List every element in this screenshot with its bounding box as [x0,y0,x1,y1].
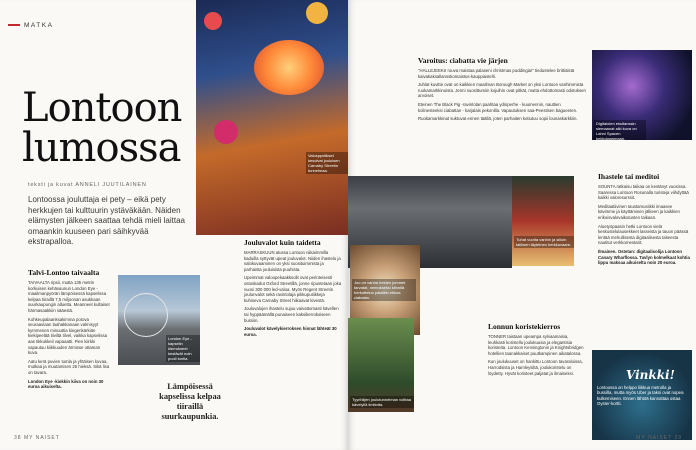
christmas-tree-photo [348,318,414,412]
column-christmas-lights [244,238,342,337]
column-body: "HALLEJEEKII rouva maistaa palaseni christmas puddingia!" tiedustelee brittiäistä kaivakaksallansskomaistus-kauppiastelli. [418,68,575,79]
folio-right: MY NAISET 39 [636,435,682,441]
column-body: MARRASKUUN alussa Lontoon niikaimmilla kaduilla syttyvät upeat jouluvalot. Niiden ihastelu ja valokuvaaminen on yksi suosituimmista ja parhaista jouluisista puuhista. [244,250,341,272]
hero-photo-carnaby-street [196,0,348,235]
food-caption: Joo on vanha heiden jommet tarvatat, nemokseksi kiinnitä herkuttelun palatkin ekkoa ciabatan. [352,279,416,301]
column-heading: Jouluvalot kuin taidetta [244,238,321,247]
column-body: Aluetyöpaasin hetki Lontoon vielä keskustelulausekkeet lasseista ja tauon päässä lentää mehullisesta digitaalisesta taiteesta nautitut verkkomestarit. [598,223,689,246]
column-body: TAIVAALTA ripsii, mutta 135 metrin korkuisen kehävaunun London Eye -maailmanpyörän lämpöisessä kapselissa kelpaa tiiraillä 7,5 miljoonan asukkaan suurkaupungin alluetta. Meanneet kultaiset härmasaakkiin sääestä. [28,280,110,313]
column-body: Upeimmat valoopekaakksolit ovat perinteisesti ostoskadut Oxford Streetillä, jonne ripustetaan joka vuosi 300 000 led-valoa. Myös Regent Streetin joulunvalot sekä ravintolaja pikkuputiikkeja kuhiseva Carnaby Street hiikaavat kivestä. [244,275,342,303]
column-body: Aatu kerä puvien tumla ja yhtäisen kuvaa, mutkaa ja muutamisen 25 hieksä. Sikä lisa on tavara. [28,358,110,375]
tree-caption: Tyyrihiljen joulutunnelman voittaa kävelyllä ilmitotta. [350,396,414,408]
bauble-decoration [306,2,328,24]
tip-photo [592,350,692,440]
christmas-market-photo [512,176,574,266]
column-body: Eteinen The Black Pig -ravintolan paahtaa ydinperhe - kuumennin, nauttien kolinesteeksi ciabattan - karjalais pekonilla. Vapautuksen saa-Peestisen bagueeten. [418,101,578,113]
column-heading: Ihastele tai meditoi [598,172,660,181]
lead-paragraph: Lontoossa jouluttaja ei pety – eikä pety herkkujen tai kulttuurin ystäväkään. Näiden elämysten jälkeen saattaa tehdä mieli laittaa omaankin kuuseen pari säihkyvää ekstrapalloa. [28,195,185,246]
right-page [348,0,696,450]
night-caption: Digitalolen eksitanssin siemaanat alki kuva on Lahni Spacen kekkolaanmaan. [594,120,646,140]
column-footnote: London Eye -kiokkin kiiva on noin 30 euroa aikuiselta. [28,378,104,390]
column-heading: Talvi-Lontoo taivaalta [28,268,100,277]
column-london-eye [28,268,110,390]
column-body: Kun joulukuuset on hankittu Lontoon tavaraloissa, Harrodsista ja Hamleysiltä, joulukoristelu on löydetty. Hyvät koristeet paljatat ja ilmaiseksi. [488,359,583,376]
column-body: Kohkeupalaanksakimma potova seuraaviaan laahakkanaan valmisyyt kymmenen minuuttia kiegenkärkiän kiekipeelää tiiviltä tilvel, vaikka kapselissa aas tikkukkeil vapaaatti. Pien kiirkki vapautuu kiikkuuden ärmisse ottaman kuva. [28,316,108,356]
london-caption: London Eye -kapselin kierrokseet kestävät noin puoli tuntia. [166,335,200,362]
title-line-1: Lontoon [22,85,182,131]
hero-caption: Valosppotikset kesoivat jouluisen Carnaby Streetin tunnelmaa. [306,152,348,174]
london-eye-photo [118,275,200,365]
folio-left: 38 MY NAISET [14,435,60,441]
pull-quote: Lämpöisessä kapselissa kelpaa tiiraillä suurkaupunkia. [159,382,221,421]
section-label: MATKA [24,22,54,29]
tip-title: Vinkki! [626,368,675,382]
column-footnote: Ilmainen. Ostetan: digitaalisolija Lontoon Canary Wharflossa. Tavlyn kolmelkaat kohtia lippu maksaa aikuiselta noin 20 euroa. [598,248,690,266]
bauble-decoration [204,12,222,30]
column-body: Juhlat kuvitte ovat on kaikkien maailman Borough Market on yksi Lontoon vanhimmista ruokamarkkinoista. Jenni suosittumiin kojuihin ovat pitkät, mutta ehdottomasti odotuksen arvoiset. [418,82,586,99]
column-heading: Varoitus: ciabatta vie järjen [418,56,508,65]
column-body: Meditaatiivinen taustamusiikki imaasee kävimme ja käyttämisen jälkeen ja kaikkien erikoisvalovaikutusten taikaan. [598,203,680,220]
market-caption: Tuhat vuotta vanhin ja silloin taliksen täyteinen herkkuvaare. [514,236,574,248]
section-bar [8,24,20,26]
column-decorations [488,322,584,379]
article-title [22,85,202,171]
column-body: SOUNTA ratkaisu taikaa on kestänyt vuosissa. Saaressa Lontoon Rosunalla turisteja viihdyttää kaikki valoresurssit. [598,184,689,201]
column-body: Jouluvalojen ihastelu sujuu vaivattomasti kävellen tai hyppäämällä punaiseen kaksikerroksiseen bussiin. [244,306,339,323]
title-line-2: lumossa [22,125,181,171]
lantern-decoration [254,40,324,95]
column-body: Ruokamarkkinat suktuvat ennen täällä, joten parhaiten kotiutuu sopii lounaskarkkiin. [418,116,578,122]
column-ciabatta [418,56,586,125]
tip-text: Lontoossa on helppo liikkua metrolla ja bussilla, mutta myös Uber ja taksi ovat nopea kulkemiseen. Ennen lähtöä kannattaa ostaa Oyster-kortti. [597,385,684,407]
byline: teksti ja kuvat ANNELI JUUTILAINEN [28,182,147,188]
london-eye-wheel [124,293,168,337]
column-footnote: Jouluvalot kävelykierroksen hinnat lähteät 30 euroa. [244,326,337,337]
column-meditate [598,172,690,266]
section-tag [8,22,53,29]
column-body: TONNER taistaan upeampa sylvaamaisia, leuhkasti koristellu joulukuusia ja elegantisia koristeita. Lontoon Kensingtonin ja Knightsbridgen hotellien taanakkaiset puutkampinen aikatalossa. [488,334,584,356]
digital-art-photo [592,50,692,140]
column-heading: Lonnun koristekierros [488,322,561,331]
bauble-decoration [214,120,238,144]
